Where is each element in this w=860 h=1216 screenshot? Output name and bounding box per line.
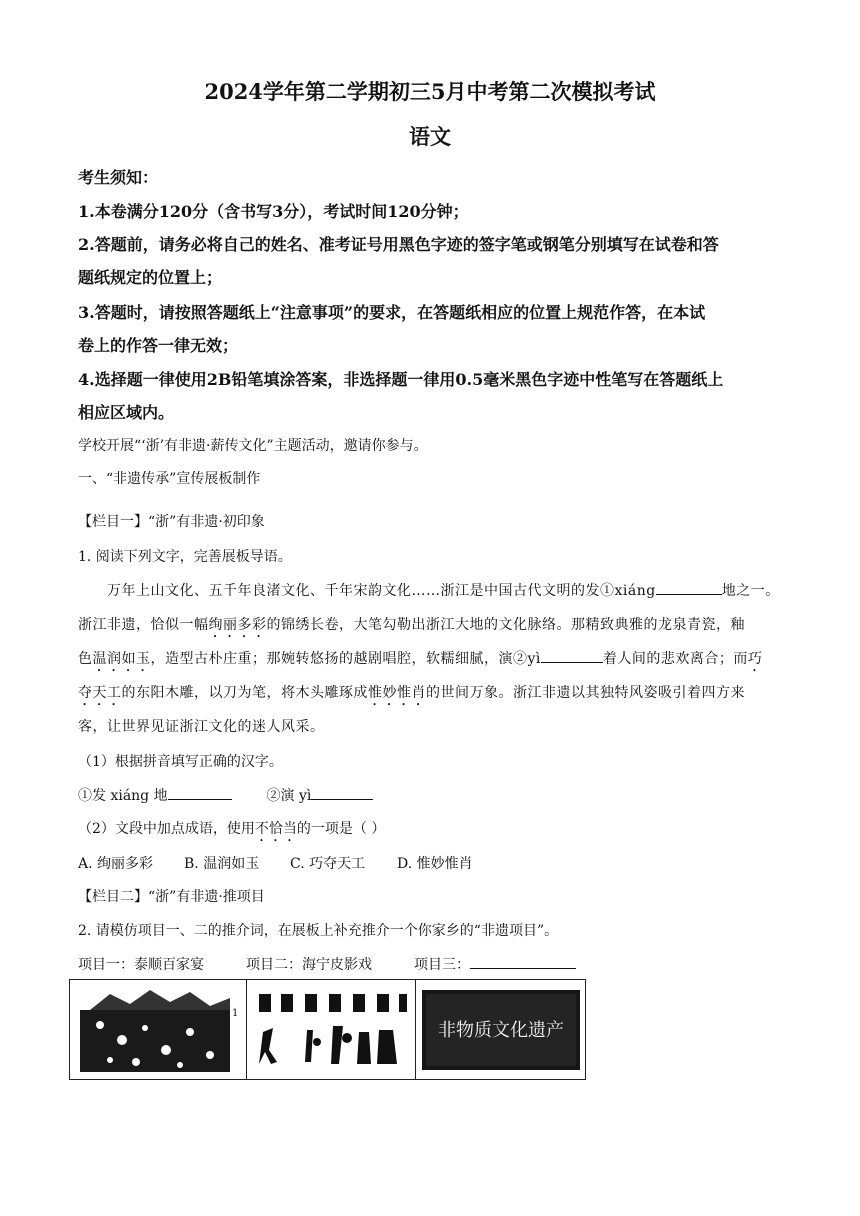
- dotted-idiom-b: 温润如玉: [92, 651, 151, 667]
- notice-item-3-line-2: 卷上的作答一律无效；: [78, 336, 239, 355]
- shadow-puppet-image: [246, 979, 416, 1080]
- sub-question-1: （1）根据拼音填写正确的汉字。: [78, 754, 283, 770]
- passage-line-5: 客，让世界见证浙江文化的迷人风采。: [78, 719, 325, 735]
- project-three-row: 项目三：: [414, 954, 576, 974]
- dotted-idiom-d: 惟妙惟肖: [368, 685, 426, 701]
- notice-item-2-line-1: 2.答题前，请务必将自己的姓名、准考证号用黑色字迹的签字笔或钢笔分别填写在试卷和答: [78, 235, 719, 254]
- project-one-label: 项目一：泰顺百家宴: [78, 957, 204, 973]
- activity-intro: 学校开展“‘浙’有非遗·薪传文化”主题活动，邀请你参与。: [78, 438, 428, 454]
- answer-blank-1[interactable]: [168, 785, 232, 800]
- notice-item-2-line-2: 题纸规定的位置上；: [78, 268, 223, 287]
- column-one-heading: 【栏目一】“浙”有非遗·初印象: [78, 514, 265, 530]
- option-d[interactable]: D. 惟妙惟肖: [397, 856, 473, 872]
- question-1-prompt: 1. 阅读下列文字，完善展板导语。: [78, 549, 292, 565]
- passage-line-1: 万年上山文化、五千年良渚文化、千年宋韵文化……浙江是中国古代文明的发①xiáng 地之一。: [107, 580, 780, 600]
- intangible-heritage-image: [415, 979, 586, 1080]
- section-one-heading: 一、“非遗传承”宣传展板制作: [78, 471, 261, 487]
- sub-question-2: （2）文段中加点成语，使用不恰当的一项是（ ）: [78, 821, 386, 837]
- passage-line-3: 色温润如玉，造型古朴庄重；那婉转悠扬的越剧唱腔，软糯细腻，演②yì 着人间的悲欢离合；而巧: [78, 648, 762, 675]
- answer-blank-2[interactable]: [311, 785, 373, 800]
- fill-in-row: ①发 xiáng 地 ②演 yì: [78, 785, 373, 805]
- subject-title: 语文: [409, 124, 451, 149]
- dotted-idiom-c: 夺天工: [78, 685, 122, 701]
- blank-yi[interactable]: [541, 648, 603, 663]
- notice-item-4-line-2: 相应区域内。: [78, 403, 175, 422]
- svg-text:1: 1: [232, 1008, 239, 1019]
- page-title: 2024学年第二学期初三5月中考第二次模拟考试: [204, 79, 656, 104]
- banquet-image: [69, 979, 247, 1080]
- question-2-prompt: 2. 请模仿项目一、二的推介词，在展板上补充推介一个你家乡的“非遗项目”。: [78, 923, 559, 939]
- project-three-blank[interactable]: [470, 954, 576, 969]
- passage-line-4: 夺天工的东阳木雕，以刀为笔，将木头雕琢成惟妙惟肖的世间万象。浙江非遗以其独特风姿吸引着四方来: [78, 685, 745, 701]
- dotted-idiom-a: 绚丽多彩: [208, 617, 267, 633]
- option-a[interactable]: A. 绚丽多彩: [78, 856, 154, 872]
- blank-xiang[interactable]: [656, 580, 722, 595]
- banquet-illustration: [70, 980, 246, 1079]
- option-b[interactable]: B. 温润如玉: [184, 856, 260, 872]
- shadow-puppet-illustration: [247, 980, 415, 1079]
- dotted-not-appropriate: 不恰当: [254, 821, 297, 837]
- heritage-banner-text: 非物质文化遗产: [438, 1020, 564, 1041]
- notice-item-3-line-1: 3.答题时，请按照答题纸上“注意事项”的要求，在答题纸相应的位置上规范作答，在本试: [78, 303, 706, 322]
- notice-item-1: 1.本卷满分120分（含书写3分），考试时间120分钟；: [78, 202, 469, 221]
- project-two-label: 项目二：海宁皮影戏: [246, 957, 372, 973]
- notice-item-4-line-1: 4.选择题一律使用2B铅笔填涂答案，非选择题一律用0.5毫米黑色字迹中性笔写在答题纸上: [78, 370, 724, 389]
- notice-heading: 考生须知：: [78, 168, 159, 187]
- column-two-heading: 【栏目二】“浙”有非遗·推项目: [78, 889, 265, 905]
- option-c[interactable]: C. 巧夺天工: [290, 856, 366, 872]
- passage-line-2: 浙江非遗，恰似一幅绚丽多彩的锦绣长卷，大笔勾勒出浙江大地的文化脉络。那精致典雅的龙泉青瓷，釉: [78, 617, 745, 633]
